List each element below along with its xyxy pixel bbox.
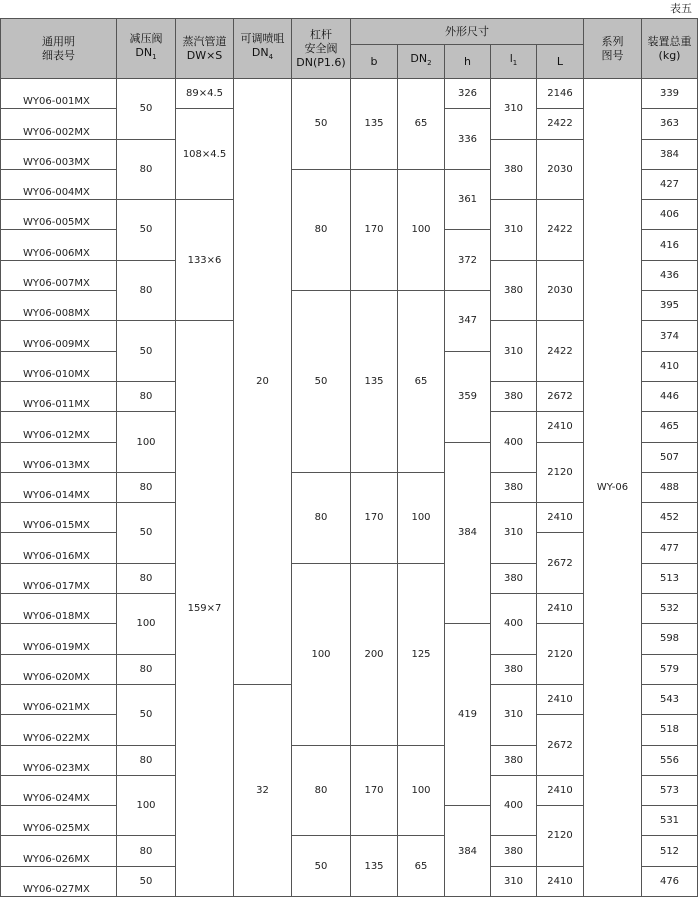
cell-dn1: 80: [117, 472, 176, 502]
cell-dn1: 100: [117, 594, 176, 655]
cell-l1: 400: [491, 775, 537, 836]
header-weight: 装置总重 (kg): [642, 19, 698, 79]
cell-steam: 108×4.5: [176, 109, 234, 200]
cell-weight: 406: [642, 200, 698, 230]
cell-weight: 395: [642, 291, 698, 321]
cell-b: 170: [351, 745, 398, 836]
cell-mx: WY06-010MX: [1, 351, 117, 381]
cell-l1: 380: [491, 745, 537, 775]
cell-b: 135: [351, 291, 398, 473]
cell-dn1: 80: [117, 745, 176, 775]
cell-h: 384: [445, 442, 491, 624]
cell-dn1: 80: [117, 260, 176, 321]
cell-h: 347: [445, 291, 491, 352]
cell-L: 2030: [537, 260, 584, 321]
cell-dn1: 80: [117, 563, 176, 593]
cell-dn1: 50: [117, 200, 176, 261]
cell-mx: WY06-005MX: [1, 200, 117, 230]
cell-mx: WY06-021MX: [1, 684, 117, 714]
header-series: 系列 图号: [584, 19, 642, 79]
cell-L: 2120: [537, 624, 584, 685]
cell-lever: 80: [292, 745, 351, 836]
cell-L: 2120: [537, 806, 584, 867]
cell-l1: 310: [491, 684, 537, 745]
cell-mx: WY06-022MX: [1, 715, 117, 745]
cell-L: 2410: [537, 866, 584, 896]
cell-dn1: 50: [117, 866, 176, 896]
cell-steam: 159×7: [176, 321, 234, 897]
cell-weight: 384: [642, 139, 698, 169]
cell-l1: 380: [491, 472, 537, 502]
cell-l1: 380: [491, 260, 537, 321]
cell-mx: WY06-025MX: [1, 806, 117, 836]
cell-mx: WY06-001MX: [1, 79, 117, 109]
cell-l1: 310: [491, 503, 537, 564]
table-header: [1, 19, 698, 79]
header-dn1: 减压阀 $DN_1$: [117, 19, 176, 79]
cell-mx: WY06-011MX: [1, 381, 117, 411]
cell-L: 2672: [537, 381, 584, 411]
cell-weight: 513: [642, 563, 698, 593]
cell-weight: 579: [642, 654, 698, 684]
cell-l1: 380: [491, 654, 537, 684]
cell-lever: 80: [292, 169, 351, 290]
cell-L: 2672: [537, 533, 584, 594]
cell-dn1: 80: [117, 139, 176, 200]
cell-h: 372: [445, 230, 491, 291]
cell-mx: WY06-018MX: [1, 594, 117, 624]
header-outline: 外形尺寸: [351, 19, 584, 45]
cell-h: 326: [445, 79, 491, 109]
cell-l1: 310: [491, 79, 537, 140]
cell-h: 359: [445, 351, 491, 442]
cell-dn1: 100: [117, 775, 176, 836]
header-h: h: [445, 45, 491, 79]
cell-dn1: 80: [117, 381, 176, 411]
header-lever: 杠杆 安全阀 DN(P1.6): [292, 19, 351, 79]
table-body: [1, 79, 698, 897]
cell-b: 170: [351, 472, 398, 563]
cell-b: 135: [351, 836, 398, 897]
cell-mx: WY06-006MX: [1, 230, 117, 260]
cell-L: 2410: [537, 503, 584, 533]
cell-l1: 310: [491, 866, 537, 896]
cell-weight: 446: [642, 381, 698, 411]
cell-L: 2422: [537, 321, 584, 382]
cell-L: 2410: [537, 684, 584, 714]
cell-weight: 556: [642, 745, 698, 775]
cell-mx: WY06-027MX: [1, 866, 117, 896]
cell-mx: WY06-016MX: [1, 533, 117, 563]
header-steam: 蒸汽管道 DW×S: [176, 19, 234, 79]
cell-dn1: 50: [117, 79, 176, 140]
cell-dn1: 50: [117, 684, 176, 745]
cell-dn2: 100: [398, 745, 445, 836]
cell-dn1: 80: [117, 654, 176, 684]
cell-L: 2672: [537, 715, 584, 776]
cell-mx: WY06-013MX: [1, 442, 117, 472]
cell-L: 2422: [537, 109, 584, 139]
table-label: 表五: [670, 2, 692, 15]
header-dn2: $DN_2$: [398, 45, 445, 79]
cell-weight: 477: [642, 533, 698, 563]
cell-L: 2120: [537, 442, 584, 503]
cell-nozzle: 32: [234, 684, 292, 896]
cell-l1: 380: [491, 836, 537, 866]
cell-nozzle: 20: [234, 79, 292, 685]
cell-weight: 436: [642, 260, 698, 290]
cell-lever: 50: [292, 836, 351, 897]
cell-l1: 400: [491, 412, 537, 473]
cell-mx: WY06-003MX: [1, 139, 117, 169]
cell-weight: 531: [642, 806, 698, 836]
cell-series: WY-06: [584, 79, 642, 897]
cell-weight: 465: [642, 412, 698, 442]
cell-b: 170: [351, 169, 398, 290]
cell-L: 2030: [537, 139, 584, 200]
cell-lever: 100: [292, 563, 351, 745]
cell-l1: 400: [491, 594, 537, 655]
cell-l1: 310: [491, 321, 537, 382]
cell-weight: 532: [642, 594, 698, 624]
cell-lever: 80: [292, 472, 351, 563]
cell-dn2: 125: [398, 563, 445, 745]
cell-lever: 50: [292, 291, 351, 473]
cell-mx: WY06-009MX: [1, 321, 117, 351]
cell-mx: WY06-004MX: [1, 169, 117, 199]
cell-dn2: 100: [398, 472, 445, 563]
header-mx: 通用明 细表号: [1, 19, 117, 79]
cell-mx: WY06-014MX: [1, 472, 117, 502]
spec-table: [0, 18, 698, 897]
header-L: L: [537, 45, 584, 79]
cell-weight: 598: [642, 624, 698, 654]
cell-l1: 310: [491, 200, 537, 261]
cell-dn2: 65: [398, 836, 445, 897]
cell-weight: 573: [642, 775, 698, 805]
cell-L: 2410: [537, 775, 584, 805]
cell-mx: WY06-007MX: [1, 260, 117, 290]
cell-steam: 89×4.5: [176, 79, 234, 109]
cell-weight: 374: [642, 321, 698, 351]
cell-dn2: 65: [398, 291, 445, 473]
cell-weight: 452: [642, 503, 698, 533]
cell-weight: 410: [642, 351, 698, 381]
header-l1: $l_1$: [491, 45, 537, 79]
cell-weight: 518: [642, 715, 698, 745]
cell-dn2: 100: [398, 169, 445, 290]
cell-dn1: 50: [117, 503, 176, 564]
cell-mx: WY06-017MX: [1, 563, 117, 593]
cell-mx: WY06-023MX: [1, 745, 117, 775]
cell-dn1: 100: [117, 412, 176, 473]
cell-l1: 380: [491, 381, 537, 411]
cell-h: 336: [445, 109, 491, 170]
cell-mx: WY06-002MX: [1, 109, 117, 139]
header-nozzle: 可调喷咀 $DN_4$: [234, 19, 292, 79]
cell-l1: 380: [491, 139, 537, 200]
cell-weight: 416: [642, 230, 698, 260]
cell-b: 200: [351, 563, 398, 745]
cell-weight: 507: [642, 442, 698, 472]
cell-L: 2146: [537, 79, 584, 109]
cell-weight: 363: [642, 109, 698, 139]
cell-mx: WY06-019MX: [1, 624, 117, 654]
cell-dn2: 65: [398, 79, 445, 170]
cell-weight: 339: [642, 79, 698, 109]
cell-mx: WY06-008MX: [1, 291, 117, 321]
cell-L: 2410: [537, 594, 584, 624]
cell-h: 419: [445, 624, 491, 806]
cell-mx: WY06-026MX: [1, 836, 117, 866]
cell-h: 384: [445, 806, 491, 897]
cell-lever: 50: [292, 79, 351, 170]
cell-l1: 380: [491, 563, 537, 593]
header-b: b: [351, 45, 398, 79]
cell-h: 361: [445, 169, 491, 230]
cell-mx: WY06-015MX: [1, 503, 117, 533]
cell-weight: 488: [642, 472, 698, 502]
cell-weight: 512: [642, 836, 698, 866]
cell-dn1: 50: [117, 321, 176, 382]
cell-mx: WY06-024MX: [1, 775, 117, 805]
table-row: [1, 79, 698, 109]
cell-L: 2410: [537, 412, 584, 442]
cell-weight: 427: [642, 169, 698, 199]
cell-L: 2422: [537, 200, 584, 261]
cell-mx: WY06-020MX: [1, 654, 117, 684]
cell-weight: 476: [642, 866, 698, 896]
cell-mx: WY06-012MX: [1, 412, 117, 442]
cell-dn1: 80: [117, 836, 176, 866]
cell-weight: 543: [642, 684, 698, 714]
cell-b: 135: [351, 79, 398, 170]
cell-steam: 133×6: [176, 200, 234, 321]
